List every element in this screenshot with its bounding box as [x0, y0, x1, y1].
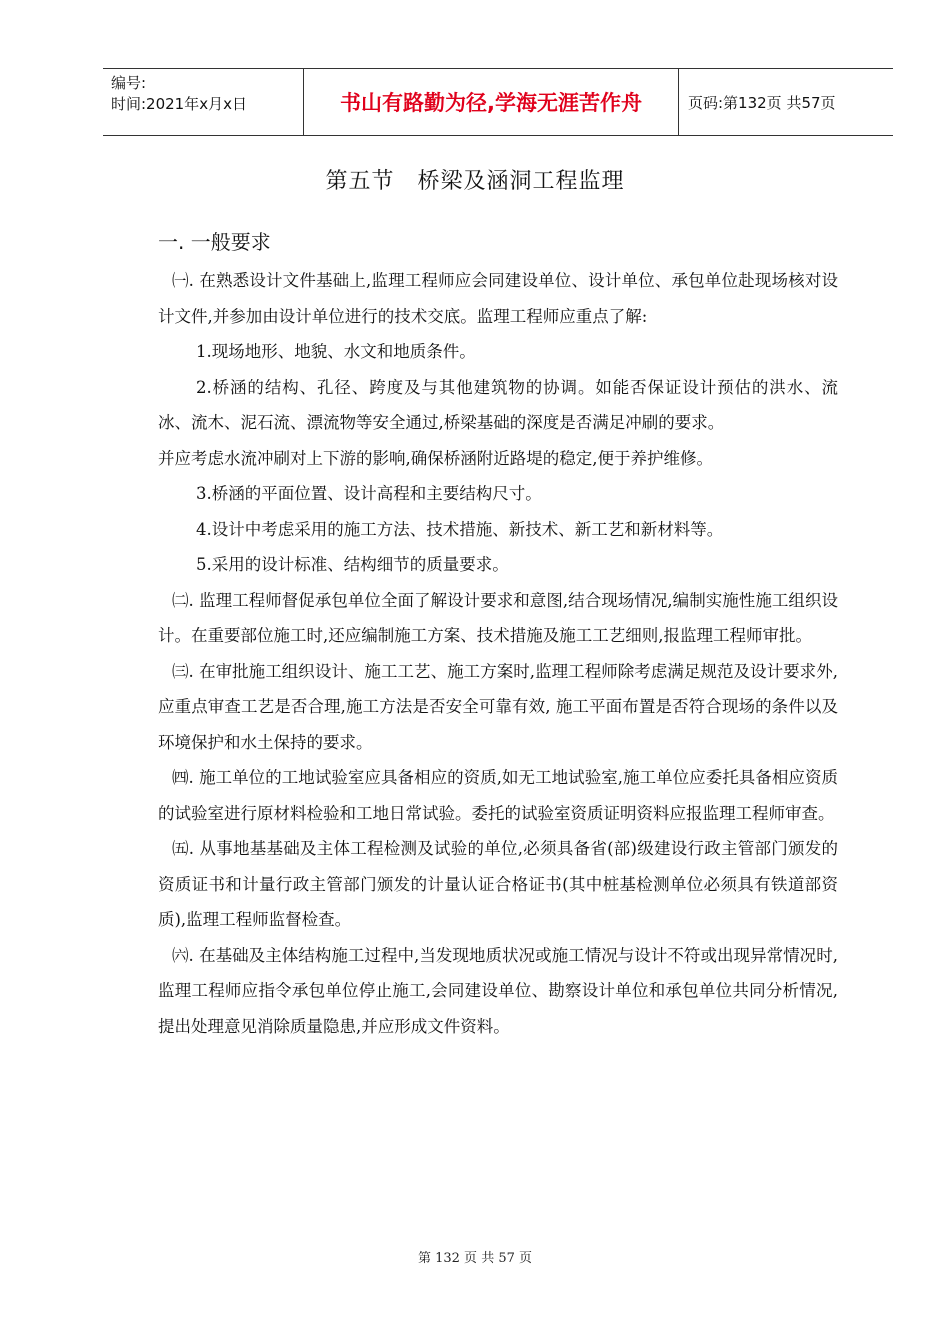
time-label: 时间:2021年x月x日	[111, 95, 247, 113]
list-item-5: 5.采用的设计标准、结构细节的质量要求。	[196, 555, 509, 574]
section-heading: 一. 一般要求	[158, 230, 271, 254]
page-title: 第五节 桥梁及涵洞工程监理	[325, 169, 625, 194]
list-item-3: 3.桥涵的平面位置、设计高程和主要结构尺寸。	[196, 484, 542, 503]
header-motto: 书山有路勤为径,学海无涯苦作舟	[304, 69, 679, 135]
page-header	[103, 68, 893, 136]
paragraph-3: ㈢. 在审批施工组织设计、施工工艺、施工方案时,监理工程师除考虑满足规范及设计要求外,应重点审查工艺是否合理,施工方法是否安全可靠有效, 施工平面布置是否符合现场的条件以及环境保护和水土保持的要求。	[158, 661, 838, 752]
body-content	[158, 263, 838, 1044]
list-item-2: 2.桥涵的结构、孔径、跨度及与其他建筑物的协调。如能否保证设计预估的洪水、流冰、流木、泥石流、漂流物等安全通过,桥梁基础的深度是否满足冲刷的要求。	[158, 377, 838, 432]
paragraph-continuation: 并应考虑水流冲刷对上下游的影响,确保桥涵附近路堤的稳定,便于养护维修。	[158, 448, 713, 468]
paragraph-4: ㈣. 施工单位的工地试验室应具备相应的资质,如无工地试验室,施工单位应委托具备相应资质的试验室进行原材料检验和工地日常试验。委托的试验室资质证明资料应报监理工程师审查。	[158, 768, 838, 823]
header-meta	[103, 69, 304, 135]
list-item-4: 4.设计中考虑采用的施工方法、技术措施、新技术、新工艺和新材料等。	[196, 519, 724, 539]
paragraph-6: ㈥. 在基础及主体结构施工过程中,当发现地质状况或施工情况与设计不符或出现异常情况时,监理工程师应指令承包单位停止施工,会同建设单位、勘察设计单位和承包单位共同分析情况,提出处理意见消除质量隐患,并应形成文件资料。	[158, 945, 838, 1036]
number-label: 编号:	[111, 74, 147, 92]
header-page-label: 页码:第132页 共57页	[688, 93, 836, 112]
list-item-1: 1.现场地形、地貌、水文和地质条件。	[196, 342, 476, 361]
page-footer: 第 132 页 共 57 页	[417, 1251, 533, 1266]
paragraph-5: ㈤. 从事地基基础及主体工程检测及试验的单位,必须具备省(部)级建设行政主管部门颁发的资质证书和计量行政主管部门颁发的计量认证合格证书(其中桩基检测单位必须具有铁道部资质),监理工程师监督检查。	[158, 839, 838, 929]
paragraph-1: ㈠. 在熟悉设计文件基础上,监理工程师应会同建设单位、设计单位、承包单位赴现场核对设计文件,并参加由设计单位进行的技术交底。监理工程师应重点了解:	[158, 271, 838, 326]
paragraph-2: ㈡. 监理工程师督促承包单位全面了解设计要求和意图,结合现场情况,编制实施性施工组织设计。在重要部位施工时,还应编制施工方案、技术措施及施工工艺细则,报监理工程师审批。	[158, 590, 838, 645]
